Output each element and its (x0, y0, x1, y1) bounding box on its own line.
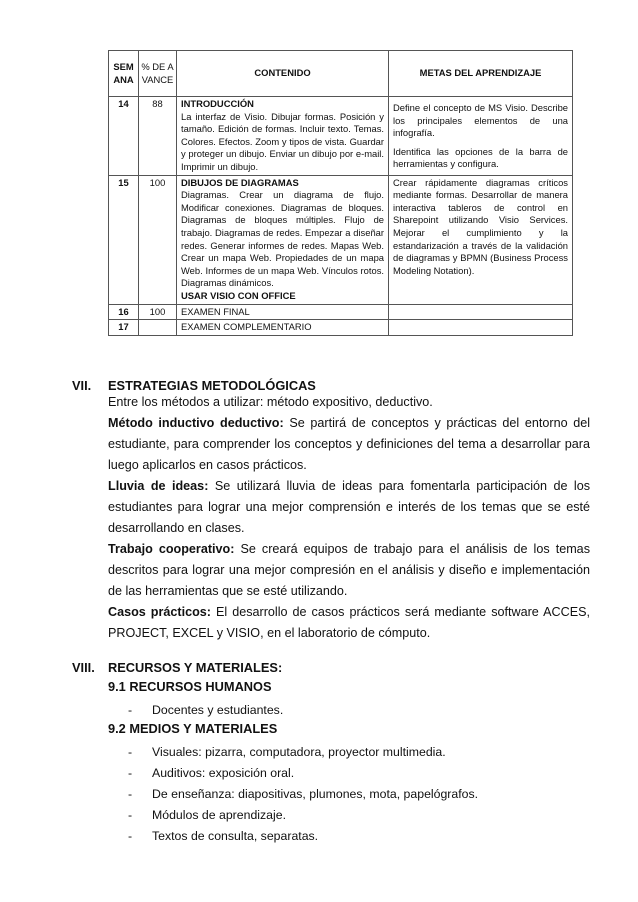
strategy-item (108, 539, 590, 602)
bullet: - (128, 808, 133, 822)
list-item (128, 766, 294, 780)
table-header-row (109, 51, 573, 97)
goals-cell (389, 304, 573, 320)
strategy-label: Lluvia de ideas: (108, 479, 209, 493)
header-week: SEMANA (109, 51, 139, 97)
syllabus-table (108, 50, 573, 336)
strategy-label: Método inductivo deductivo: (108, 416, 284, 430)
goal-text: Crear rápidamente diagramas críticos mediante formas. Desarrollar de manera interactiva tableros de control en Sharepoint utilizando Visio Services. Mejorar el cumplimiento y la estandarización a través de la validación de diagramas y BPMN (Business Process Modeling Notation). (393, 176, 568, 276)
strategy-label: Trabajo cooperativo: (108, 542, 235, 556)
list-item-text: Visuales: pizarra, computadora, proyector multimedia. (152, 745, 446, 759)
table-row (109, 97, 573, 176)
subsection-title: 9.1 RECURSOS HUMANOS (108, 679, 272, 694)
header-goals: METAS DEL APRENDIZAJE (389, 51, 573, 97)
strategy-text: Se creará equipos de trabajo para el análisis de los temas descritos para lograr una mejor compresión en el análisis y diseño e implementación de las herramientas que se esté utilizando. (108, 542, 590, 598)
week-cell: 17 (109, 320, 139, 336)
bullet: - (128, 745, 133, 759)
strategy-item (108, 476, 590, 539)
header-percent: % DE AVANCE (139, 51, 177, 97)
percent-cell: 100 (139, 304, 177, 320)
list-item (128, 808, 286, 822)
content-cell: EXAMEN COMPLEMENTARIO (177, 320, 389, 336)
list-item-text: De enseñanza: diapositivas, plumones, mota, papelógrafos. (152, 787, 479, 801)
table-row (109, 175, 573, 304)
content-cell: EXAMEN FINAL (177, 304, 389, 320)
list-item-text: Docentes y estudiantes. (152, 703, 284, 717)
table-row (109, 304, 573, 320)
section-number: VII. (72, 378, 92, 393)
content-cell (177, 97, 389, 176)
strategies-intro: Entre los métodos a utilizar: método expositivo, deductivo. (108, 395, 433, 409)
week-cell: 15 (109, 175, 139, 304)
goals-cell (389, 97, 573, 176)
content-title: USAR VISIO CON OFFICE (181, 289, 296, 301)
bullet: - (128, 829, 133, 843)
strategy-item (108, 413, 590, 476)
percent-cell: 100 (139, 175, 177, 304)
table-row (109, 320, 573, 336)
strategy-text: El desarrollo de casos prácticos será mediante software ACCES, PROJECT, EXCEL y VISIO, en el laboratorio de cómputo. (108, 605, 590, 640)
content-title: INTRODUCCIÓN (181, 98, 254, 109)
content-text: La interfaz de Visio. Dibujar formas. Posición y tamaño. Edición de formas. Incluir texto. Temas. Colores. Efectos. Zoom y tipos de vista. Guardar y proteger un dibujo. Enviar un dibujo por e-mail. Imprimir un dibujo. (181, 110, 384, 172)
list-item (128, 787, 478, 801)
strategy-label: Casos prácticos: (108, 605, 211, 619)
percent-cell (139, 320, 177, 336)
strategy-text: Se utilizará lluvia de ideas para fomentarla participación de los estudiantes para lograr una mejor comprensión e interés de los temas que se esté desarrollando en clases. (108, 479, 591, 535)
bullet: - (128, 787, 133, 801)
subsection-title: 9.2 MEDIOS Y MATERIALES (108, 721, 278, 736)
goals-cell (389, 175, 573, 304)
strategy-item (108, 602, 590, 644)
goals-cell (389, 320, 573, 336)
bullet: - (128, 703, 133, 717)
strategy-text: Se partirá de conceptos y prácticas del entorno del estudiante, para comprender los conceptos y definiciones del tema a desarrollar para luego aplicarlos en casos prácticos. (108, 416, 591, 472)
section-number: VIII. (72, 660, 95, 675)
list-item (128, 829, 318, 843)
list-item-text: Textos de consulta, separatas. (152, 829, 319, 843)
header-content: CONTENIDO (177, 51, 389, 97)
list-item-text: Auditivos: exposición oral. (152, 766, 295, 780)
strategies-text (108, 392, 590, 644)
goal-text: Identifica las opciones de la barra de herramientas y configura. (393, 145, 568, 170)
bullet: - (128, 766, 133, 780)
content-cell (177, 175, 389, 304)
list-item (128, 745, 446, 759)
week-cell: 14 (109, 97, 139, 176)
section-title: RECURSOS Y MATERIALES: (108, 660, 283, 675)
content-title: DIBUJOS DE DIAGRAMAS (181, 176, 299, 188)
goal-text: Define el concepto de MS Visio. Describe los principales elementos de una infografía. (393, 102, 568, 139)
percent-cell: 88 (139, 97, 177, 176)
list-item (128, 703, 283, 717)
content-text: Diagramas. Crear un diagrama de flujo. Modificar conexiones. Diagramas de bloques. Diagramas de bloques múltiples. Flujo de trabajo. Diagramas de redes. Empezar a diseñar redes. Generar informes de redes. Mapas Web. Crear un mapa Web. Propiedades de un mapa Web. Informes de un mapa Web. Vínculos rotos. Diagramas dinámicos. (181, 189, 384, 289)
week-cell: 16 (109, 304, 139, 320)
list-item-text: Módulos de aprendizaje. (152, 808, 286, 822)
section-title: ESTRATEGIAS METODOLÓGICAS (108, 378, 316, 393)
